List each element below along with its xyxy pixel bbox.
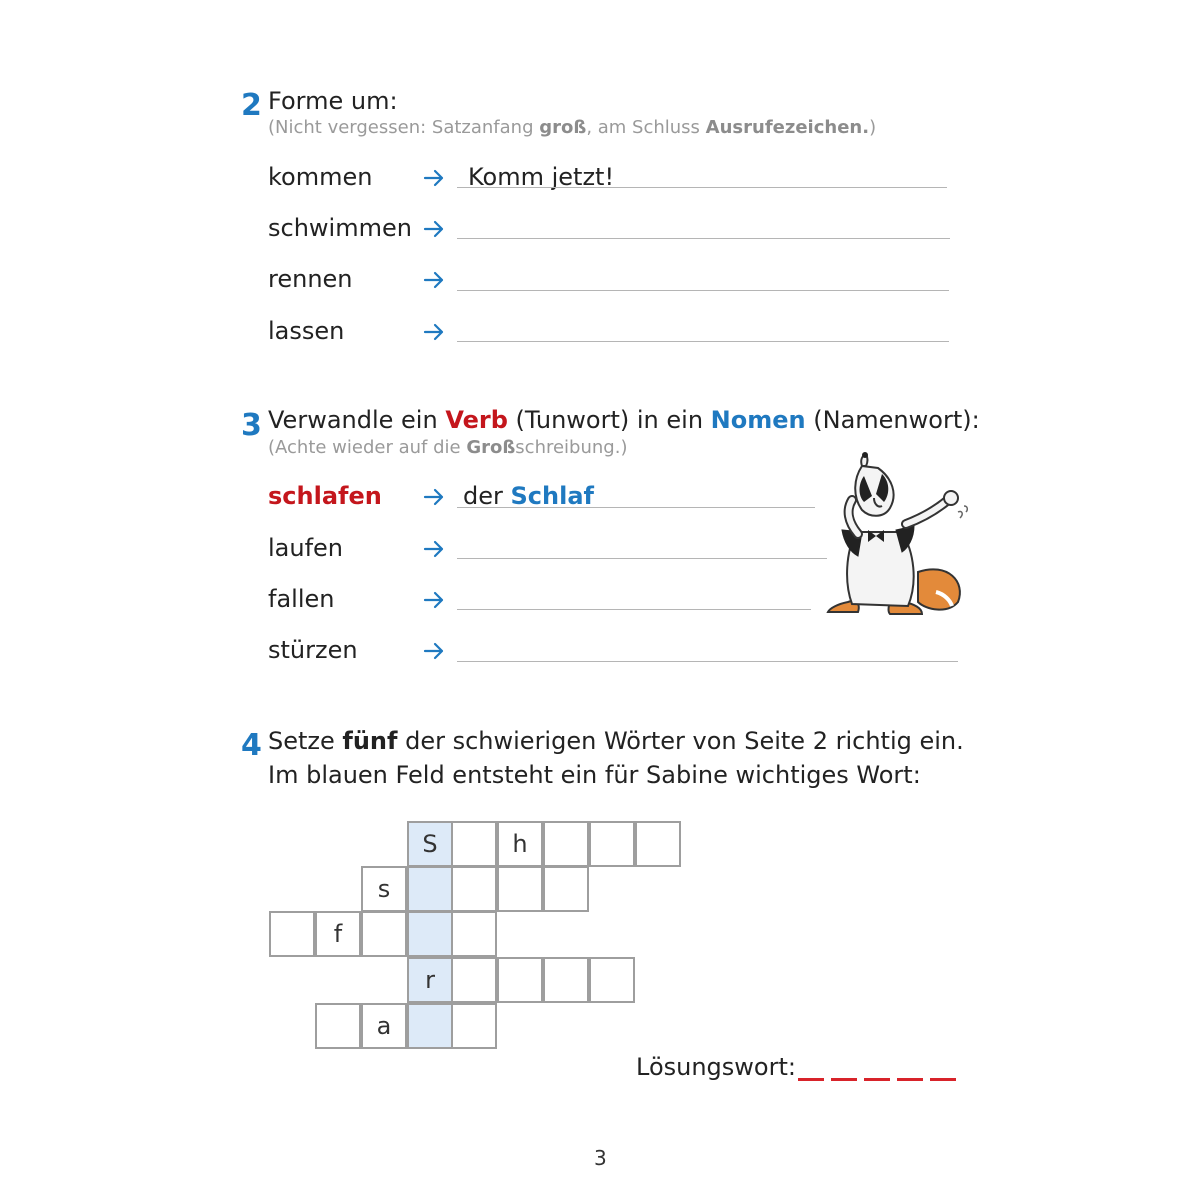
task-2-hint: (Nicht vergessen: Satzanfang groß, am Schluss Ausrufezeichen.): [268, 117, 877, 138]
task-3-title: Verwandle ein Verb (Tunwort) in ein Nomen (Namenwort):: [268, 406, 980, 434]
solution-slot[interactable]: [798, 1078, 824, 1081]
task-2-answer[interactable]: Komm jetzt!: [468, 163, 615, 191]
answer-line[interactable]: [457, 238, 950, 239]
arrow-right-icon: [423, 218, 445, 240]
answer-line[interactable]: [457, 609, 811, 610]
crossword-cell[interactable]: [315, 1003, 361, 1049]
crossword-cell[interactable]: [451, 1003, 497, 1049]
task-4-line-1: Setze fünf der schwierigen Wörter von Seite 2 richtig ein.: [268, 727, 964, 755]
arrow-right-icon: [423, 538, 445, 560]
solution-slot[interactable]: [864, 1078, 890, 1081]
task-4-number: 4: [241, 728, 262, 763]
crossword-cell[interactable]: f: [315, 911, 361, 957]
crossword-cell[interactable]: [451, 911, 497, 957]
crossword-cell[interactable]: [497, 957, 543, 1003]
task-2-word: kommen: [268, 163, 373, 191]
answer-line[interactable]: [457, 507, 815, 508]
crossword-cell[interactable]: [635, 821, 681, 867]
crossword-cell[interactable]: h: [497, 821, 543, 867]
crossword-cell[interactable]: [407, 866, 453, 912]
task-2-title: Forme um:: [268, 87, 398, 115]
arrow-right-icon: [423, 167, 445, 189]
crossword-cell[interactable]: [543, 866, 589, 912]
answer-line[interactable]: [457, 187, 947, 188]
task-3-word: schlafen: [268, 482, 382, 510]
crossword-cell[interactable]: [589, 821, 635, 867]
crossword-cell[interactable]: a: [361, 1003, 407, 1049]
crossword-cell[interactable]: [589, 957, 635, 1003]
solution-slot[interactable]: [897, 1078, 923, 1081]
task-3-answer[interactable]: der Schlaf: [463, 482, 594, 510]
crossword-cell[interactable]: [451, 866, 497, 912]
answer-line[interactable]: [457, 558, 827, 559]
fox-waiter-illustration: [818, 452, 968, 617]
crossword-cell[interactable]: [407, 1003, 453, 1049]
crossword-cell[interactable]: S: [407, 821, 453, 867]
solution-slot[interactable]: [930, 1078, 956, 1081]
solution-slot[interactable]: [831, 1078, 857, 1081]
arrow-right-icon: [423, 321, 445, 343]
task-2-word: lassen: [268, 317, 345, 345]
crossword-cell[interactable]: [451, 821, 497, 867]
answer-line[interactable]: [457, 290, 949, 291]
task-2-number: 2: [241, 88, 262, 123]
answer-line[interactable]: [457, 661, 958, 662]
task-4-line-2: Im blauen Feld entsteht ein für Sabine wichtiges Wort:: [268, 761, 921, 789]
task-3-word: fallen: [268, 585, 335, 613]
arrow-right-icon: [423, 640, 445, 662]
task-3-word: stürzen: [268, 636, 358, 664]
arrow-right-icon: [423, 589, 445, 611]
solution-label: Lösungswort:: [636, 1053, 796, 1081]
task-3-word: laufen: [268, 534, 344, 562]
task-2-word: rennen: [268, 265, 353, 293]
page-number: 3: [594, 1146, 607, 1170]
crossword-cell[interactable]: [407, 911, 453, 957]
task-3-hint: (Achte wieder auf die Großschreibung.): [268, 437, 628, 458]
crossword-cell[interactable]: [543, 821, 589, 867]
arrow-right-icon: [423, 486, 445, 508]
arrow-right-icon: [423, 269, 445, 291]
crossword-cell[interactable]: [497, 866, 543, 912]
crossword-cell[interactable]: [269, 911, 315, 957]
task-3-number: 3: [241, 408, 262, 443]
task-2-word: schwimmen: [268, 214, 412, 242]
crossword-cell[interactable]: [361, 911, 407, 957]
crossword-cell[interactable]: r: [407, 957, 453, 1003]
crossword-cell[interactable]: s: [361, 866, 407, 912]
crossword-cell[interactable]: [543, 957, 589, 1003]
answer-line[interactable]: [457, 341, 949, 342]
crossword-cell[interactable]: [451, 957, 497, 1003]
